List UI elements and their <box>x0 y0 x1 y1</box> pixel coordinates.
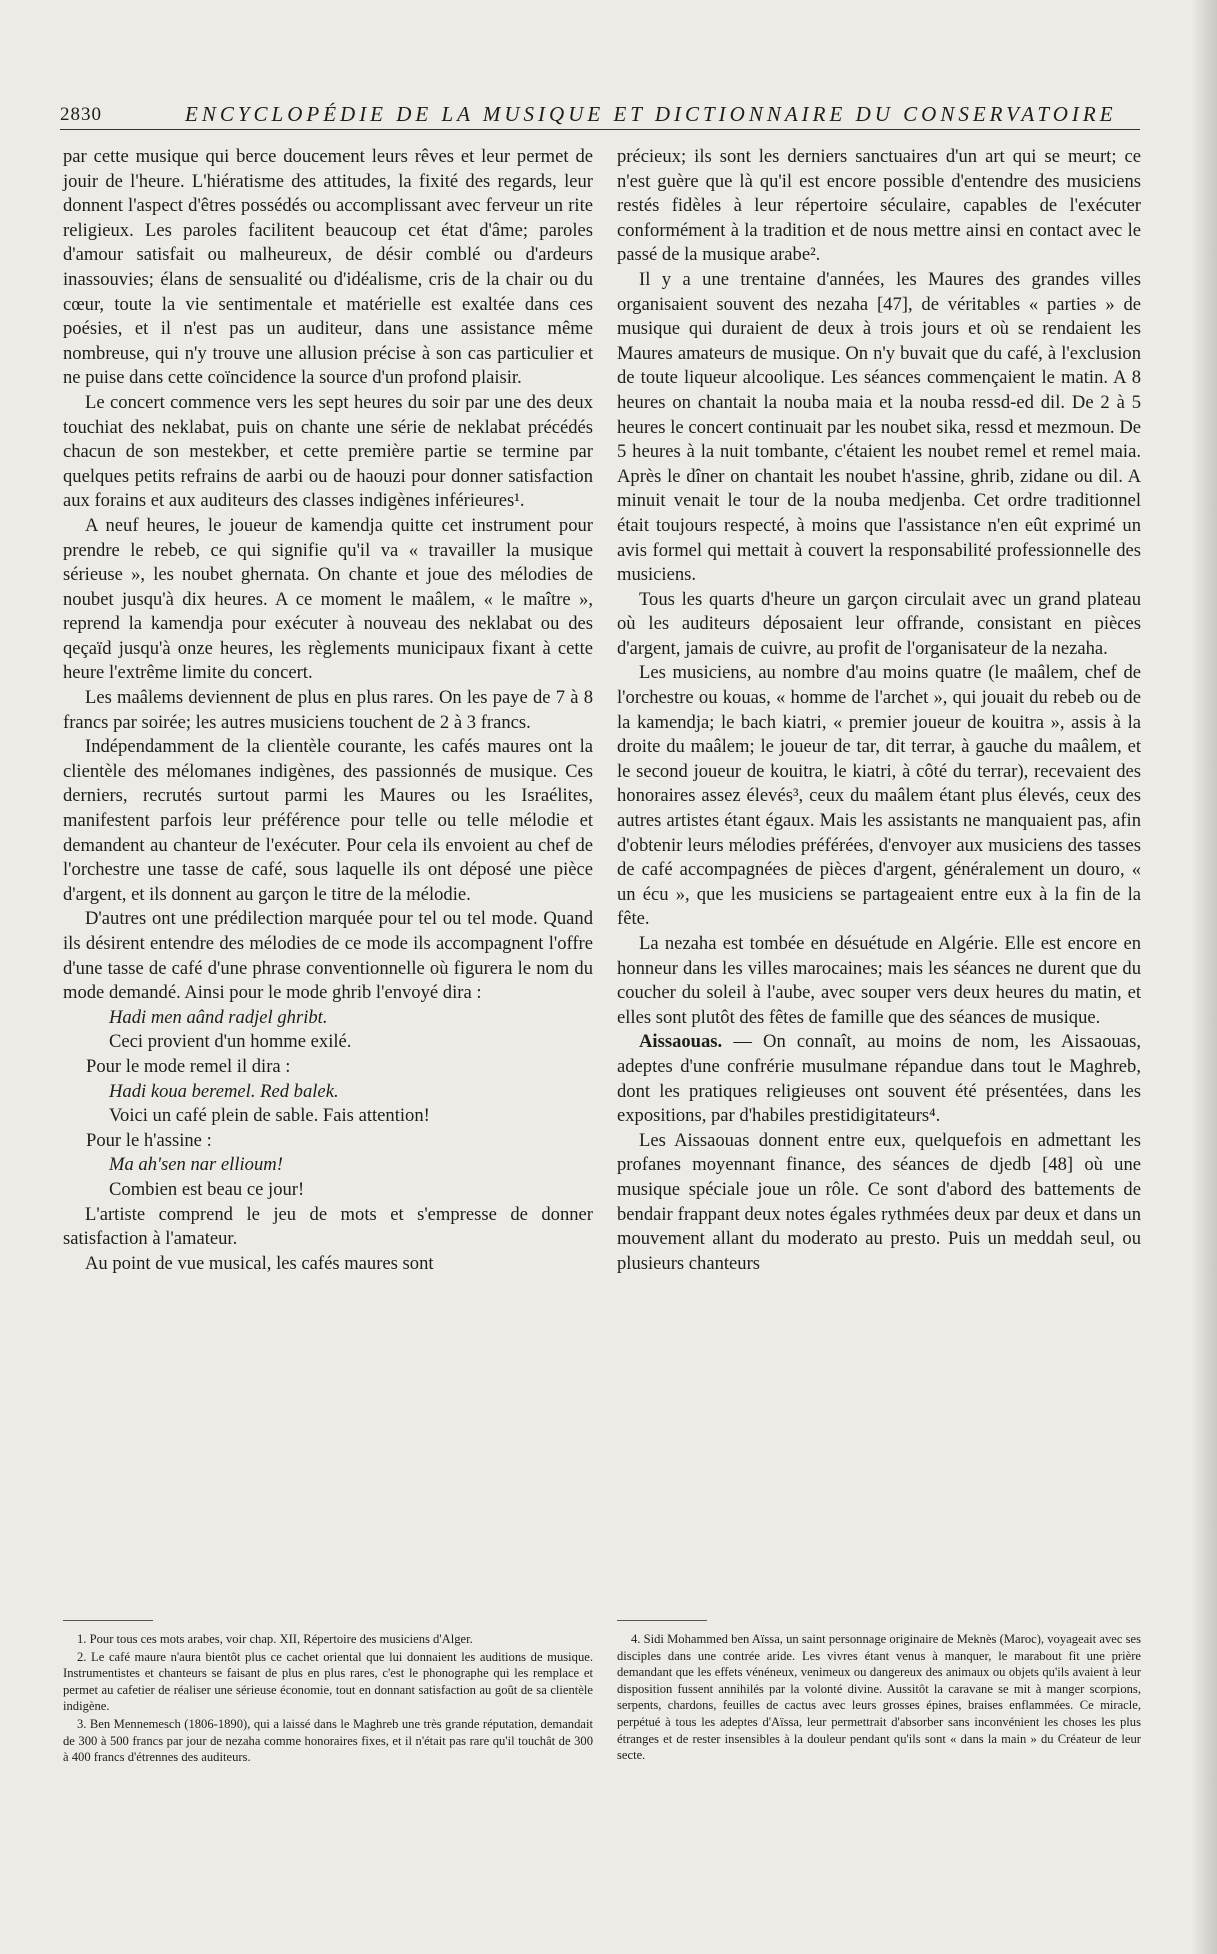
footnote: 4. Sidi Mohammed ben Aïssa, un saint personnage originaire de Meknès (Maroc), voyageait avec ses disciples dans une contrée aride. Les vivres étant venus à manquer, le marabout fit une prière demandant que les effets vénéneux, venimeux ou dangereux des animaux ou objets qu'ils avaient à leur disposition fussent annihilés par la volonté divine. Aussitôt la caravane se mit à manger scorpions, serpents, chardons, feuilles de cactus avec leurs grosses épines, braises enflammées. Ce miracle, perpétué à tous les adeptes d'Aïssa, leur permettrait d'absorber sans inconvénient les choses les plus étranges et de rester insensibles à la douleur pendant qu'ils sont « dans la main » du Créateur de leur secte. <box>617 1632 1141 1763</box>
page-number: 2830 <box>60 104 102 125</box>
mode-intro: Pour le h'assine : <box>86 1129 212 1151</box>
paragraph: Les maâlems deviennent de plus en plus rares. On les paye de 7 à 8 francs par soirée; les autres musiciens touchent de 2 à 3 francs. <box>63 687 593 733</box>
arabic-phrase: Hadi koua beremel. Red balek. <box>109 1080 339 1102</box>
footnote: 3. Ben Mennemesch (1806-1890), qui a laissé dans le Maghreb une très grande réputation, demandait de 300 à 500 francs par jour de nezaha comme honoraires fixes, et il n'était pas rare qu'il touchât de 300 à 400 francs d'étrennes des auditeurs. <box>63 1716 593 1765</box>
header-rule <box>60 129 1140 130</box>
right-column <box>617 145 1141 1276</box>
paragraph: A neuf heures, le joueur de kamendja quitte cet instrument pour prendre le rebeb, ce qui signifie qu'il va « travailler la musique sérieuse », les noubet ghernata. On chante et joue des mélodies de noubet jusqu'à dix heures. A ce moment le maâlem, « le maître », reprend la kamendja pour exécuter à nouveau des neklabat ou des qeçaïd jusqu'à onze heures, les règlements municipaux fixant à cette heure l'extrême limite du concert. <box>63 514 593 684</box>
page-header <box>60 100 1140 130</box>
paragraph: Les musiciens, au nombre d'au moins quatre (le maâlem, chef de l'orchestre ou kouas, « homme de l'archet », qui jouait du rebeb ou de la kamendja; le bach kiatri, « premier joueur de kouitra », assis à la droite du maâlem; le joueur de tar, dit terrar, à gauche du maâlem, et le second joueur de kouitra, le kiatri, à côté du terrar), recevaient des honoraires assez élevés³, ceux du maâlem étant plus élevés, ceux des autres artistes étant égaux. Mais les assistants ne manquaient pas, afin d'obtenir leurs mélodies préférées, d'envoyer aux musiciens des tasses de café accompagnées de pièces d'argent, généralement un douro, « un écu », que les musiciens se partageaient entre eux à la fin de la fête. <box>617 662 1141 930</box>
footnote: 1. Pour tous ces mots arabes, voir chap. XII, Répertoire des musiciens d'Alger. <box>77 1632 473 1646</box>
arabic-phrase: Ma ah'sen nar ellioum! <box>109 1154 283 1176</box>
footnotes-left <box>63 1631 593 1767</box>
footnotes-right <box>617 1631 1141 1765</box>
paragraph: Indépendamment de la clientèle courante, les cafés maures ont la clientèle des mélomanes indigènes, des passionnés de musique. Ces derniers, recrutés surtout parmi les Maures ou les Israélites, manifestent parfois leur préférence pour telle ou telle mélodie et demandent au chanteur de l'exécuter. Pour cela ils envoient au chef de l'orchestre une tasse de café, sous laquelle ils ont déposé une pièce d'argent, et ils donnent au garçon le titre de la mélodie. <box>63 736 593 905</box>
paragraph: par cette musique qui berce doucement leurs rêves et leur permet de jouir de l'heure. L'hiératisme des attitudes, la fixité des regards, leur donnent l'aspect d'êtres possédés ou accomplissant avec ferveur un rite religieux. Les paroles facilitent beaucoup cet état d'âme; paroles d'amour satisfait ou malheureux, de désir comblé ou d'ardeurs inassouvies; élans de sensualité ou d'idéalisme, cris de la chair ou du cœur, toute la vie sentimentale et matérielle est exaltée dans ces poésies, et il n'est pas un auditeur, dans une assistance même nombreuse, qui n'y trouve une allusion précise à son cas particulier et ne puise dans cette coïncidence la source d'un profond plaisir. <box>63 146 593 389</box>
phrase-translation: Ceci provient d'un homme exilé. <box>109 1031 352 1053</box>
footnote-rule <box>63 1620 153 1621</box>
phrase-translation: Combien est beau ce jour! <box>109 1178 305 1200</box>
footnote-rule <box>617 1620 707 1621</box>
page-edge-shadow <box>1191 0 1217 1954</box>
paragraph: Au point de vue musical, les cafés maures sont <box>85 1252 434 1274</box>
paragraph-aissaouas <box>617 1030 1141 1128</box>
paragraph: La nezaha est tombée en désuétude en Algérie. Elle est encore en honneur dans les villes marocaines; mais les séances ne durent que du coucher du soleil à l'aube, avec souper vers deux heures du matin, et elles sont plutôt des fêtes de famille que des séances de musique. <box>617 933 1141 1028</box>
section-heading: Aissaouas. <box>639 1031 723 1053</box>
paragraph: Tous les quarts d'heure un garçon circulait avec un grand plateau où les auditeurs déposaient leur offrande, consistant en pièces d'argent, jamais de cuivre, au profit de l'organisateur de la nezaha. <box>617 588 1141 659</box>
left-column <box>63 145 593 1276</box>
paragraph: précieux; ils sont les derniers sanctuaires d'un art qui se meurt; ce n'est guère que là qu'il est encore possible d'entendre des musiciens restés fidèles à leur répertoire séculaire, capables de l'exécuter conformément à la tradition et de nous mettre ainsi en contact avec le passé de la musique arabe². <box>617 146 1141 266</box>
mode-intro: Pour le mode remel il dira : <box>86 1055 291 1077</box>
paragraph: D'autres ont une prédilection marquée pour tel ou tel mode. Quand ils désirent entendre des mélodies de ce mode ils accompagnent l'offre d'une tasse de café d'une phrase conventionnelle où figurera le nom du mode demandé. Ainsi pour le mode ghrib l'envoyé dira : <box>63 908 593 1004</box>
paragraph-text: — On connaît, au moins de nom, les Aissaouas, adeptes d'une confrérie musulmane répandue dans tout le Maghreb, dont les pratiques religieuses ont souvent été présentées, dans les expositions, par d'habiles prestidigitateurs⁴. <box>617 1031 1141 1127</box>
phrase-translation: Voici un café plein de sable. Fais attention! <box>109 1105 430 1127</box>
paragraph: Il y a une trentaine d'années, les Maures des grandes villes organisaient souvent des nezaha [47], de véritables « parties » de musique qui duraient de deux à trois jours et où se rendaient les Maures amateurs de musique. On n'y buvait que du café, à l'exclusion de toute liqueur alcoolique. Les séances commençaient le matin. A 8 heures on chantait la nouba maia et la nouba ressd-ed dil. De 2 à 5 heures le concert continuait par les noubet sika, ressd et mezmoun. De 5 heures à la nuit tombante, c'étaient les noubet remel et remel maia. Après le dîner on chantait les noubet h'assine, ghrib, zidane ou dil. A minuit venait le tour de la nouba medjenba. Cet ordre traditionnel était toujours respecté, à moins que l'assistance n'en eût exprimé un avis formel qui mettait à couvert la responsabilité professionnelle des musiciens. <box>617 268 1141 586</box>
arabic-phrase: Hadi men aând radjel ghribt. <box>109 1006 328 1028</box>
running-title: ENCYCLOPÉDIE DE LA MUSIQUE ET DICTIONNAIRE DU CONSERVATOIRE <box>185 102 1117 126</box>
paragraph: L'artiste comprend le jeu de mots et s'empresse de donner satisfaction à l'amateur. <box>63 1203 593 1250</box>
paragraph: Les Aissaouas donnent entre eux, quelquefois en admettant les profanes moyennant finance, des séances de djedb [48] où une musique spéciale joue un rôle. Ce sont d'abord des battements de bendair frappant deux notes égales rythmées deux par deux et dans un mouvement allant du moderato au presto. Puis un meddah seul, ou plusieurs chanteurs <box>617 1129 1141 1274</box>
paragraph: Le concert commence vers les sept heures du soir par une des deux touchiat des neklabat, puis on chante une série de neklabat précédés chacun de son mestekber, et cette première partie se termine par quelques petits refrains de aarbi ou de haouzi pour donner satisfaction aux forains et aux auditeurs des classes indigènes inférieures¹. <box>63 391 593 512</box>
footnote: 2. Le café maure n'aura bientôt plus ce cachet oriental que lui donnaient les auditions de musique. Instrumentistes et chanteurs se faisant de plus en plus rares, c'est le phonographe qui les remplace et permet au cafetier de réaliser une sérieuse économie, tout en donnant satisfaction au goût de sa clientèle indigène. <box>63 1649 593 1714</box>
